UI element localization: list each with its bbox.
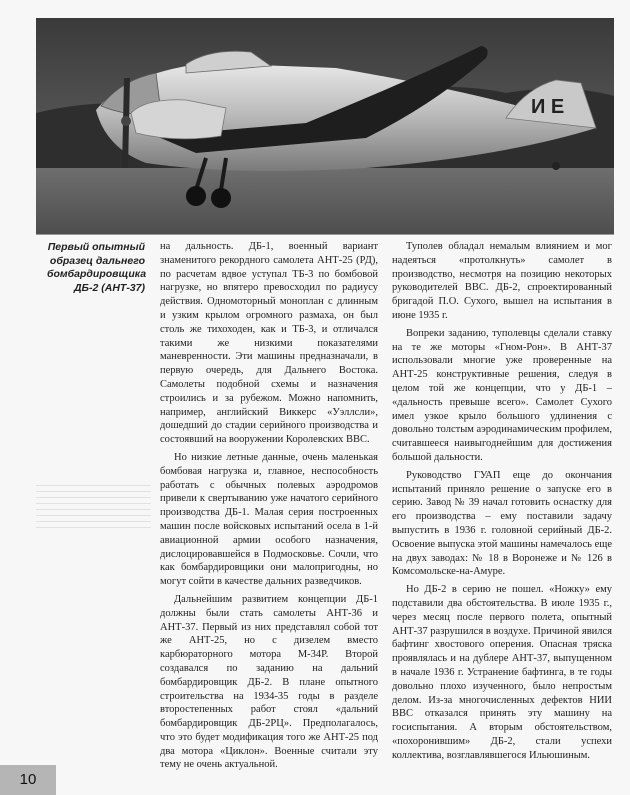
tail-marking: И Е	[531, 96, 565, 118]
page-number: 10	[0, 765, 56, 795]
paragraph: Дальнейшим развитием концепции ДБ-1 должны были стать самолеты АНТ-36 и АНТ-37. Первый из них представлял собой тот же АНТ-25, но с дизелем вместо карбюраторного мотора М-34Р. Второй создавался по заданию на дальний бомбардировщик ДБ-2. В плане опытного строительства на 1934-35 годы в разделе второстепенных работ стоял «дальний бомбардировщик ДБ-2РЦ». Предполагалось, что это будет модификация того же АНТ-25 под два мотора «Циклон». Военные считали эту тему не очень актуальной.	[160, 593, 378, 771]
photo-caption: Первый опытный образец дальнего бомбардировщика ДБ-2 (АНТ-37)	[47, 241, 147, 294]
aircraft-photo	[36, 18, 614, 235]
paragraph: Туполев обладал немалым влиянием и мог надеяться «протолкнуть» самолет в производство, несмотря на позицию некоторых руководителей ВВС. ДБ-2, спроектированный бригадой П.О. Сухого, вышел на испытания в июне 1935 г.	[392, 241, 612, 321]
paragraph: Но низкие летные данные, очень маленькая бомбовая нагрузка и, главное, неспособность работать с обычных полевых аэродромов привели к свертыванию уже начатого серийного производства ДБ-1. Малая серия построенных машин после войсковых испытаний осела в 1-й авиационной армии особого назначения, дислоцировавшейся в Подмосковье. Сочли, что как бомбардировщики они малопригодны, но могут сойти в качестве дальних разведчиков.	[160, 451, 378, 588]
paragraph: на дальность. ДБ-1, военный вариант знаменитого рекордного самолета АНТ-25 (РД), по расчетам вдвое уступал ТБ-3 по бомбовой нагрузке, но впятеро превосходил по радиусу действия. Одномоторный моноплан с длинным и узким крылом огромного размаха, он был столь же тихоходен, как и ТБ-3, и отличался такими же низкими показателями маневренности. Эти машины предназначали, в первую очередь, для Дальнего Востока. Самолеты подобной схемы и назначения строились и за рубежом. Можно напомнить, например, английский Виккерс «Уэллсли», дошедший до стадии серийного производства и состоявший на вооружении Королевских ВВС.	[160, 241, 378, 446]
paragraph: Вопреки заданию, туполевцы сделали ставку на те же моторы «Гном-Рон». В АНТ-37 использовали многие уже проверенные на АНТ-25 конструктивные решения, следуя в целом той же концепции, что у ДБ-1 – «дальность превыше всего». Самолет Сухого имел узкое крыло большого удлинения с довольно толстым аэродинамическим профилем, считавшееся наивыгоднейшим для достижения большой дальности.	[392, 327, 612, 463]
paragraph: Руководство ГУАП еще до окончания испытаний приняло решение о запуске его в серию. Завод № 39 начал готовить оснастку для его производства – ему поставили задачу выпустить в 1936 г. головной серийный ДБ-2. Освоение выпуска этой машины намечалось еще на двух заводах: № 18 в Воронеже и № 126 в Комсомольске-на-Амуре.	[392, 469, 612, 578]
db2-aircraft-image	[36, 18, 614, 234]
text-column-right	[392, 240, 612, 766]
bleed-through-text	[36, 485, 151, 529]
text-column-left	[160, 240, 378, 776]
paragraph: Но ДБ-2 в серию не пошел. «Ножку» ему подставили два обстоятельства. В июле 1935 г., через месяц после первого полета, опытный АНТ-37 разрушился в воздухе. Причиной явился бафтинг хвостового оперения. Опасная тряска проявлялась и на дублере АНТ-37, выпущенном в начале 1936 г. Устранение бафтинга, в те годы довольно плохо изученного, было непростым делом. Из-за многочисленных дефектов НИИ ВВС отказался принять эту машину на госиспытания. А вторым обстоятельством, «похоронившим» ДБ-2, стали успехи коллектива, возглавлявшегося Ильюшиным.	[392, 584, 612, 761]
